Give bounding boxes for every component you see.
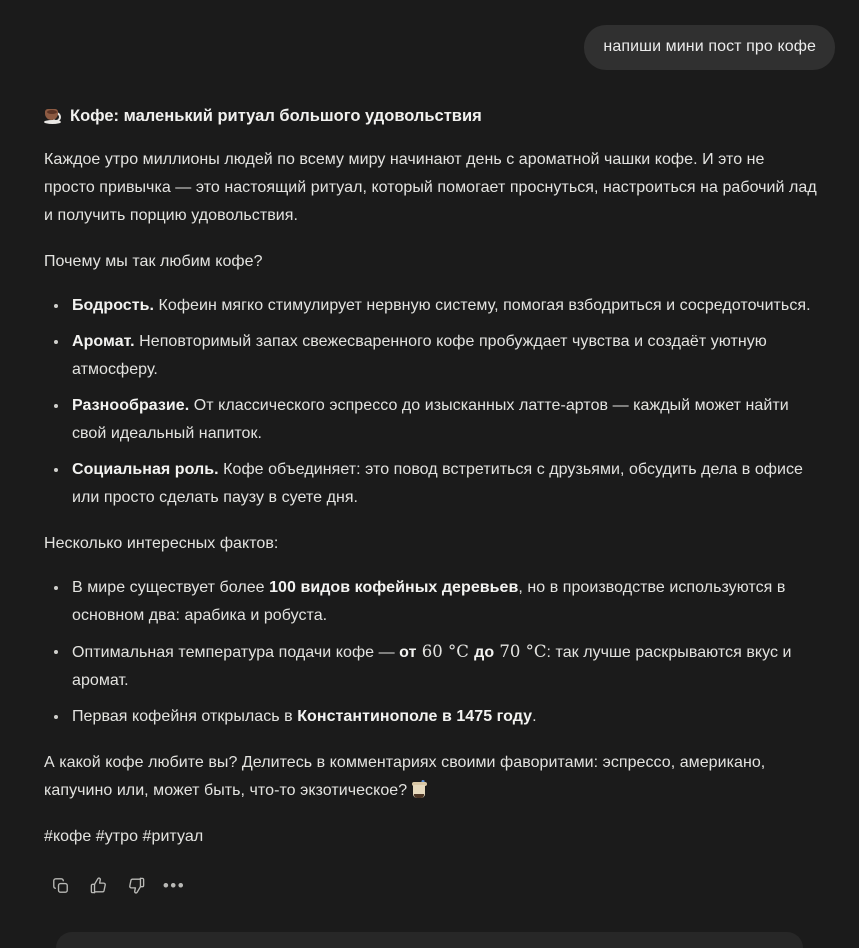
fact-prefix: Первая кофейня открылась в: [72, 708, 298, 725]
list-item: [44, 392, 819, 448]
user-message-bubble[interactable]: напиши мини пост про кофе: [584, 25, 835, 70]
fact-range-from-label: от: [399, 644, 417, 661]
thumbs-up-icon: [89, 876, 108, 895]
hashtags: #кофе #утро #ритуал: [44, 828, 204, 845]
thumbs-up-button[interactable]: [82, 869, 114, 901]
list-item-text: Кофе объединяет: это повод встретиться с друзьями, обсудить дела в офисе или просто сделать паузу в суете дня.: [72, 461, 803, 506]
message-heading-text: Кофе: маленький ритуал большого удовольствия: [70, 107, 482, 125]
more-options-button[interactable]: [158, 869, 190, 901]
copy-icon: [51, 876, 70, 895]
list-item: [44, 574, 819, 630]
thumbs-down-icon: [127, 876, 146, 895]
bubble-tea-emoji: [412, 781, 427, 799]
composer-input[interactable]: [56, 932, 803, 948]
fact-range-to-label: до: [474, 644, 495, 661]
section-one-title: Почему мы так любим кофе?: [44, 253, 263, 270]
facts-list: [44, 574, 819, 731]
list-item-lead: Разнообразие.: [72, 397, 190, 414]
fact-temperature-to: 70 °C: [499, 642, 547, 661]
user-message-row: [0, 0, 859, 70]
list-item: [44, 292, 819, 320]
fact-bold: Константинополе в 1475 году: [297, 708, 533, 725]
intro-paragraph: Каждое утро миллионы людей по всему миру начинают день с ароматной чашки кофе. И это не просто привычка — это настоящий ритуал, который помогает проснуться, настроиться на рабочий лад и получить порцию удовольствия.: [44, 151, 817, 224]
fact-bold: 100 видов кофейных деревьев: [269, 579, 519, 596]
list-item-text: От классического эспрессо до изысканных латте-артов — каждый может найти свой идеальный напиток.: [72, 397, 789, 442]
thumbs-down-button[interactable]: [120, 869, 152, 901]
message-actions-toolbar: [0, 869, 859, 901]
fact-prefix: В мире существует более: [72, 579, 270, 596]
fact-suffix: .: [532, 708, 537, 725]
list-item: [44, 328, 819, 384]
list-item-lead: Бодрость.: [72, 297, 155, 314]
coffee-emoji: [44, 108, 61, 125]
list-item: [44, 703, 819, 731]
list-item-text: Неповторимый запах свежесваренного кофе пробуждает чувства и создаёт уютную атмосферу.: [72, 333, 767, 378]
closing-paragraph: [44, 749, 819, 805]
copy-button[interactable]: [44, 869, 76, 901]
ellipsis-icon: •••: [162, 875, 186, 895]
list-item: [44, 456, 819, 512]
fact-prefix: Оптимальная температура подачи кофе —: [72, 644, 400, 661]
fact-suffix: : так лучше раскрываются вкус и аромат.: [72, 644, 792, 689]
section-two-title: Несколько интересных фактов:: [44, 535, 279, 552]
list-item-text: Кофеин мягко стимулирует нервную систему, помогая взбодриться и сосредоточиться.: [154, 297, 811, 314]
assistant-message: [0, 70, 859, 869]
fact-temperature-from: 60 °C: [421, 642, 469, 661]
message-heading: [44, 104, 819, 128]
list-item: [44, 638, 819, 695]
list-item-lead: Аромат.: [72, 333, 135, 350]
reasons-list: [44, 292, 819, 512]
closing-paragraph-text: А какой кофе любите вы? Делитесь в комментариях своими фаворитами: эспрессо, американо, капучино или, может быть, что-то экзотическое?: [44, 754, 766, 799]
list-item-lead: Социальная роль.: [72, 461, 219, 478]
fact-suffix: , но в производстве используются в основном два: арабика и робуста.: [72, 579, 786, 624]
